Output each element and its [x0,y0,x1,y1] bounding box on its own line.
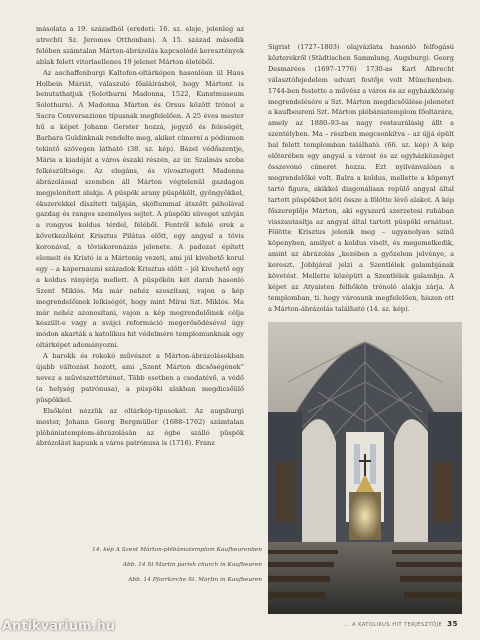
paragraph: másolata a 19. századból (eredeti: 16. sz. eleje, jelenleg az utrechti Sz. Jeromos Otthonban). A 15. század második felében számtalan Márton-ábrázolás kapcsolódó keresztények ablak felett vitorlaellenes 19 jelenet Márton életéből. [36,25,244,66]
page-footer [300,620,458,628]
figure-captions [36,546,262,591]
running-title: ... A KATOLIKUS HIT TERJESZTŐJE [343,622,443,628]
caption-german: Abb. 14 Pfarrkirche St. Martin in Kaufbeuren [128,577,262,583]
watermark-logo: Antikvarium.hu [2,619,115,634]
paragraph: Elsőként nézzük az oltárkép-típusokat. Az augsburgi mester, Johann Georg Bergmüller (1688–1762) számtalan plébániatemplom-ábrázolásán az égbe szálló püspök ábrázolást kapunk a város patrónusa is (1716). Franz [36,406,244,448]
caption-english: Abb. 14 St Martin parish church in Kaufbeuren [122,562,262,568]
paragraph: Sigrist (1727–1803) olajvázlata hasonló felfogású közterekről (Städtischen Sammlung, Augsburg). Georg Desmarées (1697–1776) 1730-as Karl Albrecht választófejedelem udvari festője volt Münchenben. 1744-ben festette a művész a város és az egyházközség megrendelésére a Szt. Márton megdicsőülése-jelenetet a kaufbeureni Szt. Márton plébániatemplom főoltárára, amely az 1880–93-as nagy restaurálásig állt a szentélyben. Ma – részben megcsonkítva – az újjá épült bal felett templomban található. (66. sz. kép) A kép előterében egy angyal a várost és az egyházközséget összevonó címeret hozza. Ezt nyilvánvalóan a megrendelőké volt. Balra a koldus, mellette a köpenyt tartó figura, akikkel diagonálisan repülő angyal által tartott püspökbot köti össze a fölötte lévő alakot. A kép főszereplője Márton, aki egyszerű szerzetesi ruhában visszautasítja az angyal által tartott püspöki ornátust. Fölötte Krisztus jelenik meg – ugyanolyan színű köpenyben, amilyet a koldus viselt, és megemelkedik, amint az ábrázolás „kezében a győzelem jelvénye, a kereszt. Jobbjával jelzi a Szentlélek galambjának követést. Mellette középütt a Szentlélek galambja. A képet az Atyaisten felhőkön trónoló alakja zárja. A templomban, ti. hogy városunk megfelelően, hiszen ott a Márton-ábrázolás található (14. sz. kép). [268,43,454,313]
page-number: 35 [447,620,458,628]
right-text-column [268,42,454,315]
paragraph: Az aschaffenburgi Kaltofen-oltárképen hasonlóan ül Haus Holbein Máriát, válaszuló főaláírásból, hogy Mártont is benutathatjuk (Solothurni Madonna, 1522, Kunstmuseum Solothurn). A Madonna Márton és Orsus között trónol a Sacra Conversazione típusnak megfelelően. A 25 éves mester hű a képet Johann Gerster hozzá, jegyző és feleségét, Barbara Guldinknak rendelte meg, akiket címerei a pódiumon tekintő szövegen látható (38. sz. kép). Bázel védőszentje, Mária a kiadóját a város északi részén, az úr. Szalmás szoba felkészültsége. Az elegáns, és vívosztogott Madonna ábrázolással szemben áll Márton végtelenül gazdagon megjelenített alakja. A püspök arany püspökölt, gyöngyökkel, ékszerekkel díszített taljáján, skófiummal átszőtt páholával gazdag és rangos személyes sejtet. A püspöki süveget szívján a rongyos koldus térdel, féléből. Fentről lefelé erek a kővetkezőként Krisztus Pilátus előtt, egy angyal a tövis koronával, a töviskoronázás jelenete. A padozat épített elemeit és Kristó is a Mártonig vezeti, ami jól kivehető korul egy – a kapernaumi századok Krisztus előtt – jól kivehető egy a koldus rányérja mellett. A püspökön két darab hasonló Szent Miklós. Ma már nehéz szoszítani, vajon a kép megrendelőinek lelkiségét, hogy mint Mírai Szt. Miklós. Ma már nehéz azonosítani, vajon a kép megrendelőinek célja készült-e vagy a svájci reformáció megerősödésével úgy módon akarták a katolikus hit védelmére templomunknak egy oltárképet adományozni. [36,68,244,350]
church-interior-photo [268,322,462,614]
caption-hungarian: 14. kép A Szent Márton-plébániatemplom Kaufbeurenben [92,547,262,553]
paragraph: A barokk és rokokó művészet a Márton-ábrázolásokban újabb változást hozott, ami „Szent Márton dicsőségének” nevez a művészettörténet. Több esetben a csodatévő, a védő (a helység patrónusa), a püspöki alakban megdicsőülő püspökkel. [36,352,244,404]
left-text-column [36,24,244,449]
